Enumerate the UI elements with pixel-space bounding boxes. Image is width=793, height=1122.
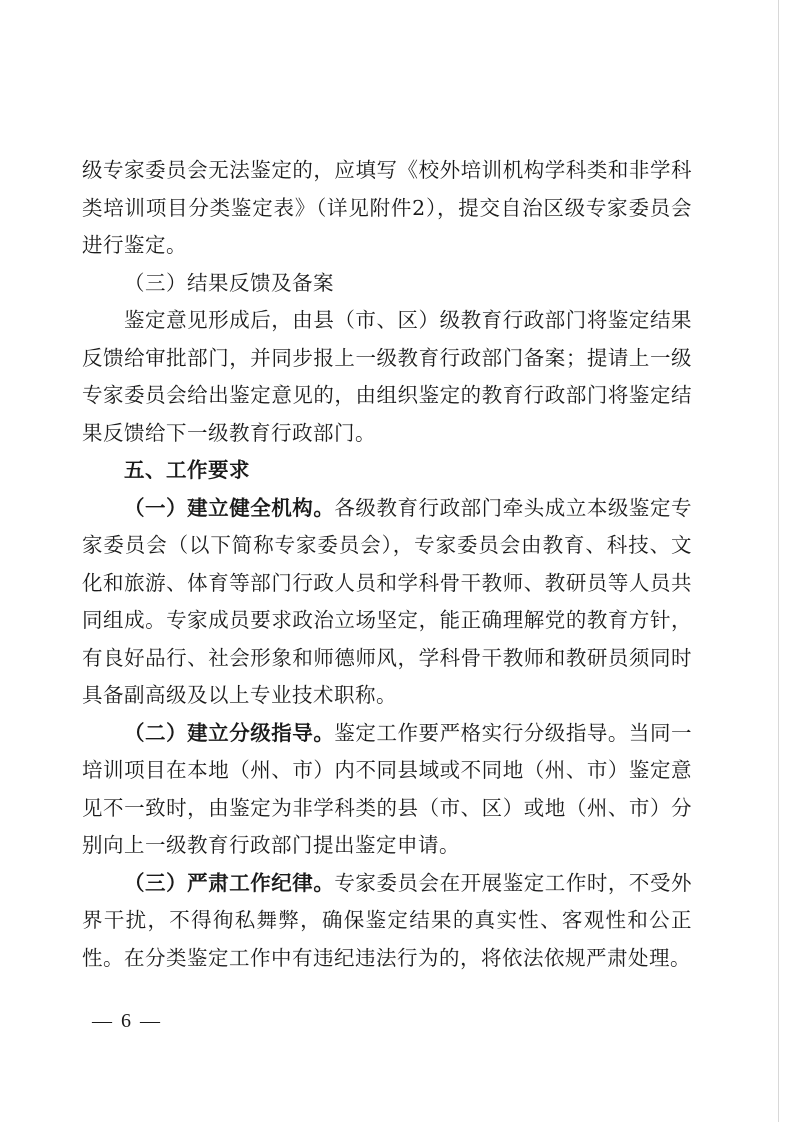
document-body	[82, 152, 692, 977]
item-1-body: 各级教育行政部门牵头成立本级鉴定专家委员会（以下简称专家委员会），专家委员会由教育、科技、文化和旅游、体育等部门行政人员和学科骨干教师、教研员等人员共同组成。专家成员要求政治立场坚定，能正确理解党的教育方针，有良好品行、社会形象和师德师风，学科骨干教师和教研员须同时具备副高级及以上专业技术职称。	[82, 495, 693, 707]
paragraph-continuation: 级专家委员会无法鉴定的，应填写《校外培训机构学科类和非学科类培训项目分类鉴定表》（详见附件2），提交自治区级专家委员会进行鉴定。	[82, 158, 692, 257]
item-2-body: 鉴定工作要严格实行分级指导。当同一培训项目在本地（州、市）内不同县域或不同地（州、市）鉴定意见不一致时，由鉴定为非学科类的县（市、区）或地（州、市）分别向上一级教育行政部门提出鉴定申请。	[82, 720, 693, 857]
paragraph-result-feedback: 鉴定意见形成后，由县（市、区）级教育行政部门将鉴定结果反馈给审批部门，并同步报上一级教育行政部门备案；提请上一级专家委员会给出鉴定意见的，由组织鉴定的教育行政部门将鉴定结果反馈给下一级教育行政部门。	[82, 308, 692, 445]
paragraph-item-3	[82, 865, 692, 978]
item-1-lead: （一）建立健全机构。	[124, 495, 335, 520]
page-number: — 6 —	[92, 1010, 162, 1032]
subheading-result-feedback: （三）结果反馈及备案	[124, 270, 334, 295]
section-heading-work-requirements: 五、工作要求	[124, 458, 250, 482]
paragraph-item-1	[82, 490, 692, 715]
item-2-lead: （二）建立分级指导。	[124, 720, 335, 745]
paragraph-item-2	[82, 715, 692, 865]
page-edge-line	[778, 0, 779, 1122]
item-3-body: 专家委员会在开展鉴定工作时，不受外界干扰，不得徇私舞弊，确保鉴定结果的真实性、客观性和公正性。在分类鉴定工作中有违纪违法行为的，将依法依规严肃处理。	[82, 870, 693, 970]
item-3-lead: （三）严肃工作纪律。	[124, 870, 335, 895]
